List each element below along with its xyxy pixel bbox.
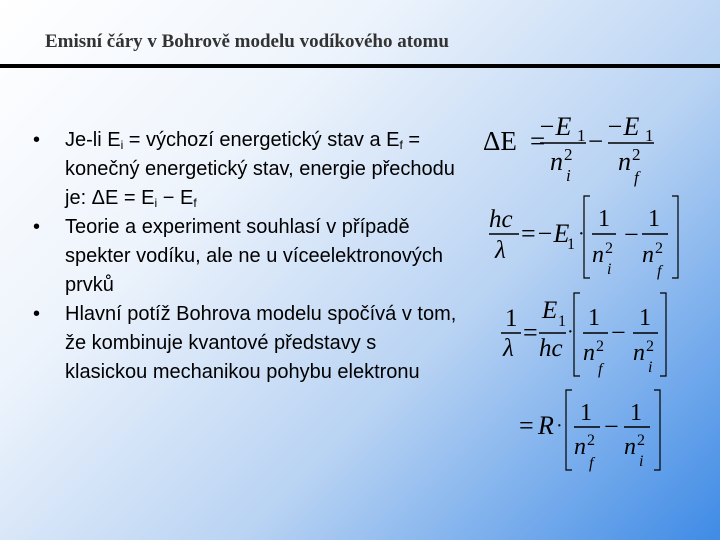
eq1-num2-sub: 1: [645, 126, 654, 145]
eq1-num2: −E: [606, 112, 640, 141]
slide-title: Emisní čáry v Bohrově modelu vodíkového atomu: [45, 31, 449, 52]
eq1-den1-n: n: [550, 147, 563, 176]
bullet-dot-icon: •: [33, 303, 41, 325]
eq2-n-b: n: [642, 242, 654, 268]
eq3-coef-num-sub: 1: [558, 313, 566, 330]
eq4-n-b: n: [624, 434, 636, 460]
subscript: f: [399, 138, 403, 152]
eq2-lhs-num: hc: [489, 206, 513, 233]
eq3-sup-b: 2: [646, 338, 654, 355]
eq3-coef-num: E: [542, 297, 558, 324]
bullet-text: Je-li E: [65, 129, 121, 151]
eq2-dot: ·: [578, 223, 585, 245]
eq3-n-a: n: [583, 340, 595, 366]
eq4-sub-a: f: [589, 455, 594, 472]
eq1-lhs: ΔE: [483, 126, 517, 156]
eq3-coef-den: hc: [539, 335, 563, 362]
eq4-left-bracket: [566, 390, 572, 470]
eq2-sup-b: 2: [655, 240, 663, 257]
bullet-text: Hlavní potíž Bohrova modelu spočívá v tom, že kombinuje kvantové představy s klasickou mechanikou pohybu elektronu: [65, 303, 457, 383]
eq4-minus: −: [604, 412, 619, 441]
eq2-coef: −E: [536, 219, 570, 248]
subscript: f: [193, 196, 197, 210]
eq3-right-bracket: [660, 293, 666, 376]
equation-rydberg: [516, 386, 666, 474]
eq3-sub-a: f: [598, 361, 603, 378]
equation-hc-lambda: [486, 190, 686, 282]
eq2-sup-a: 2: [605, 240, 613, 257]
eq3-sub-b: i: [648, 359, 653, 376]
subscript: i: [154, 196, 158, 210]
eq4-sub-b: i: [639, 453, 644, 470]
eq3-left-bracket: [574, 293, 580, 376]
eq3-one-b: 1: [639, 305, 651, 331]
bullet-text: = konečný energetický stav, energie přechodu je: ΔE = E: [65, 129, 455, 209]
eq2-n-a: n: [592, 242, 604, 268]
eq4-dot: ·: [556, 415, 563, 437]
eq1-den2-sup: 2: [632, 145, 641, 164]
eq2-sub-b: f: [657, 263, 662, 280]
eq3-one-a: 1: [588, 305, 600, 331]
equation-delta-e: [478, 104, 678, 186]
eq2-coef-sub: 1: [567, 236, 575, 253]
eq1-den2-n: n: [618, 147, 631, 176]
eq4-right-bracket: [654, 390, 660, 470]
eq1-den1-sub: i: [566, 166, 571, 185]
eq3-minus: −: [611, 318, 626, 347]
bullet-item-bohr-problem: [30, 300, 460, 387]
eq4-sup-b: 2: [637, 432, 645, 449]
eq2-one-b: 1: [648, 206, 660, 232]
eq4-sup-a: 2: [587, 432, 595, 449]
bullet-text: − E: [157, 187, 194, 209]
eq1-num1: −E: [538, 112, 572, 141]
eq2-equals: =: [521, 219, 536, 248]
eq3-dot: ·: [567, 321, 574, 343]
eq2-right-bracket: [672, 196, 678, 278]
eq3-lhs-num: 1: [505, 305, 518, 332]
bullet-list: [30, 126, 460, 387]
title-divider: [0, 64, 720, 68]
eq3-sup-a: 2: [596, 338, 604, 355]
eq1-equals: =: [530, 126, 546, 156]
bullet-text: Teorie a experiment souhlasí v případě spekter vodíku, ale ne u víceelektronových prvků: [65, 216, 443, 296]
eq4-equals: =: [519, 411, 534, 440]
eq2-lhs-den: λ: [495, 237, 506, 264]
bullet-dot-icon: •: [33, 129, 41, 151]
bullet-item-hydrogen-spectra: [30, 213, 460, 300]
equation-inverse-lambda: [498, 288, 668, 380]
eq2-minus: −: [624, 220, 639, 249]
eq3-equals: =: [523, 318, 538, 347]
eq1-den2-sub: f: [634, 168, 639, 187]
bullet-text: = výchozí energetický stav a E: [123, 129, 400, 151]
subscript: i: [120, 138, 124, 152]
eq4-n-a: n: [574, 434, 586, 460]
eq4-coef: R: [538, 411, 554, 440]
eq1-num1-sub: 1: [577, 126, 586, 145]
eq2-sub-a: i: [607, 261, 612, 278]
eq3-n-b: n: [633, 340, 645, 366]
eq4-one-a: 1: [580, 400, 592, 426]
eq1-minus: −: [588, 126, 604, 156]
eq1-den1-sup: 2: [564, 145, 573, 164]
eq4-one-b: 1: [630, 400, 642, 426]
eq3-lhs-den: λ: [503, 335, 514, 362]
eq2-one-a: 1: [598, 206, 610, 232]
bullet-item-energy-definition: [30, 126, 460, 213]
eq2-left-bracket: [584, 196, 590, 278]
bullet-dot-icon: •: [33, 216, 41, 238]
